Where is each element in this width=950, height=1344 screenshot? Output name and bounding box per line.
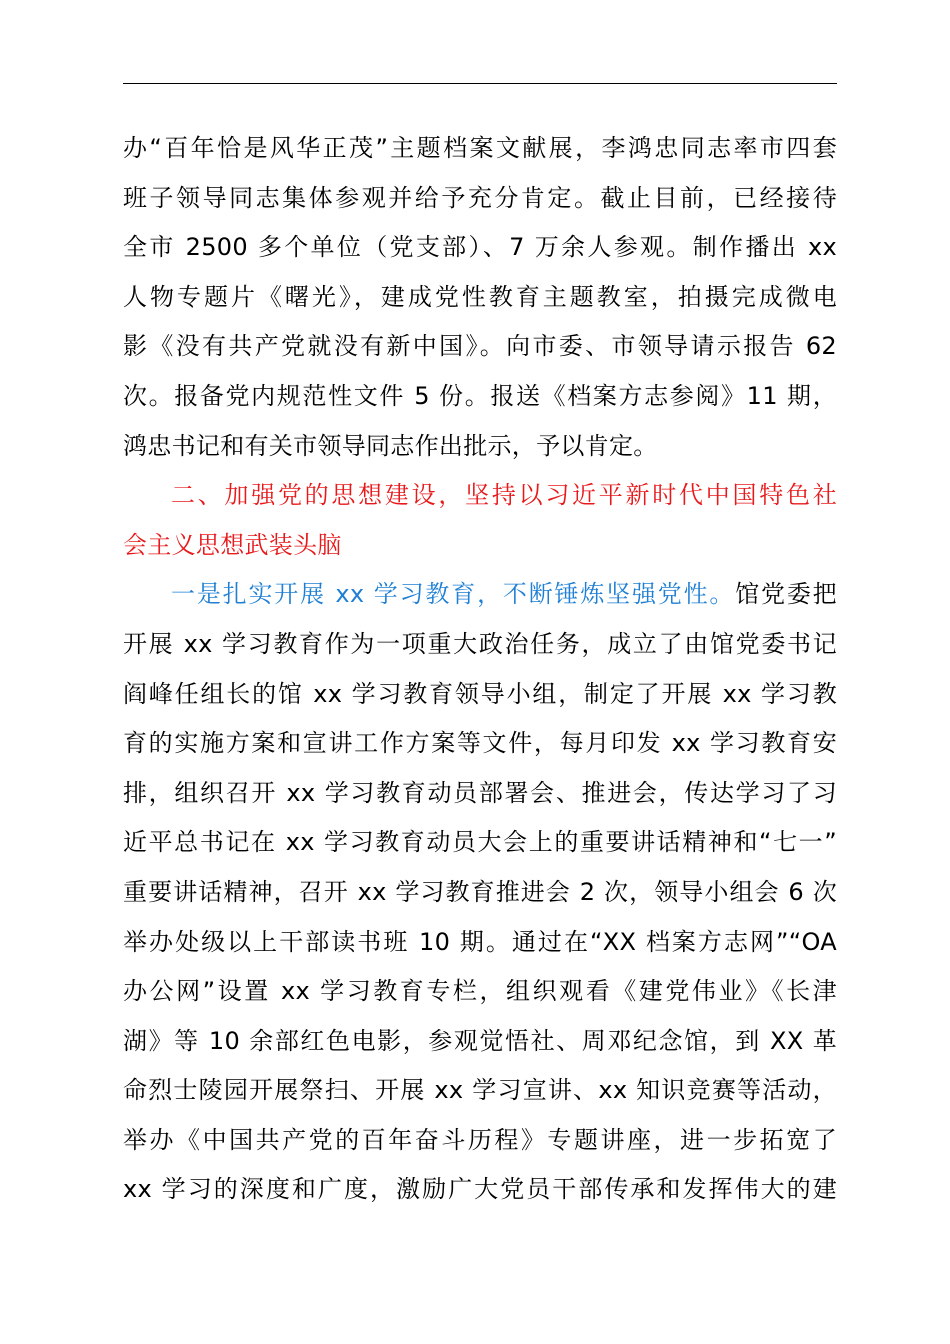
paragraph-line: 全市 2500 多个单位（党支部）、7 万余人参观。制作播出 xx bbox=[123, 233, 837, 262]
section-2-heading bbox=[123, 471, 837, 570]
paragraph-line: 命烈士陵园开展祭扫、开展 xx 学习宣讲、xx 知识竞赛等活动， bbox=[123, 1076, 837, 1105]
paragraph-2 bbox=[123, 570, 837, 1215]
header-rule bbox=[123, 83, 837, 84]
paragraph-line: 办“百年恰是风华正茂”主题档案文献展，李鸿忠同志率市四套 bbox=[123, 134, 837, 162]
paragraph-line: 育的实施方案和宣讲工作方案等文件，每月印发 xx 学习教育安 bbox=[123, 729, 837, 758]
paragraph-line: 次。报备党内规范性文件 5 份。报送《档案方志参阅》11 期， bbox=[123, 381, 837, 410]
paragraph-line: 近平总书记在 xx 学习教育动员大会上的重要讲话精神和“七一” bbox=[123, 828, 837, 857]
paragraph-line: 人物专题片《曙光》，建成党性教育主题教室，拍摄完成微电 bbox=[123, 282, 837, 311]
section-heading-line: 会主义思想武装头脑 bbox=[123, 530, 342, 559]
section-heading-line: 二、加强党的思想建设，坚持以习近平新时代中国特色社 bbox=[171, 481, 837, 510]
paragraph-line: xx 学习的深度和广度，激励广大党员干部传承和发挥伟大的建 bbox=[123, 1175, 837, 1204]
paragraph-first-line bbox=[123, 570, 837, 620]
paragraph-1 bbox=[123, 124, 837, 471]
paragraph-line: 举办《中国共产党的百年奋斗历程》专题讲座，进一步拓宽了 bbox=[123, 1125, 837, 1154]
paragraph-line: 鸿忠书记和有关市领导同志作出批示，予以肯定。 bbox=[123, 431, 658, 460]
paragraph-line: 开展 xx 学习教育作为一项重大政治任务，成立了由馆党委书记 bbox=[123, 629, 837, 658]
paragraph-line: 阎峰任组长的馆 xx 学习教育领导小组，制定了开展 xx 学习教 bbox=[123, 679, 837, 708]
document-body bbox=[123, 124, 837, 1215]
paragraph-line: 排，组织召开 xx 学习教育动员部署会、推进会，传达学习了习 bbox=[123, 778, 837, 807]
paragraph-line: 湖》等 10 余部红色电影，参观觉悟社、周邓纪念馆，到 XX 革 bbox=[123, 1026, 837, 1055]
lead-sentence: 一是扎实开展 xx 学习教育，不断锤炼坚强党性。 bbox=[171, 580, 736, 609]
paragraph-line: 重要讲话精神，召开 xx 学习教育推进会 2 次，领导小组会 6 次 bbox=[123, 877, 837, 906]
paragraph-line: 班子领导同志集体参观并给予充分肯定。截止目前，已经接待 bbox=[123, 183, 837, 212]
paragraph-line: 影《没有共产党就没有新中国》。向市委、市领导请示报告 62 bbox=[123, 332, 837, 361]
paragraph-line: 举办处级以上干部读书班 10 期。通过在“XX 档案方志网”“OA bbox=[123, 927, 837, 956]
paragraph-text: 馆党委把 bbox=[735, 580, 837, 609]
paragraph-line: 办公网”设置 xx 学习教育专栏，组织观看《建党伟业》《长津 bbox=[123, 977, 837, 1006]
